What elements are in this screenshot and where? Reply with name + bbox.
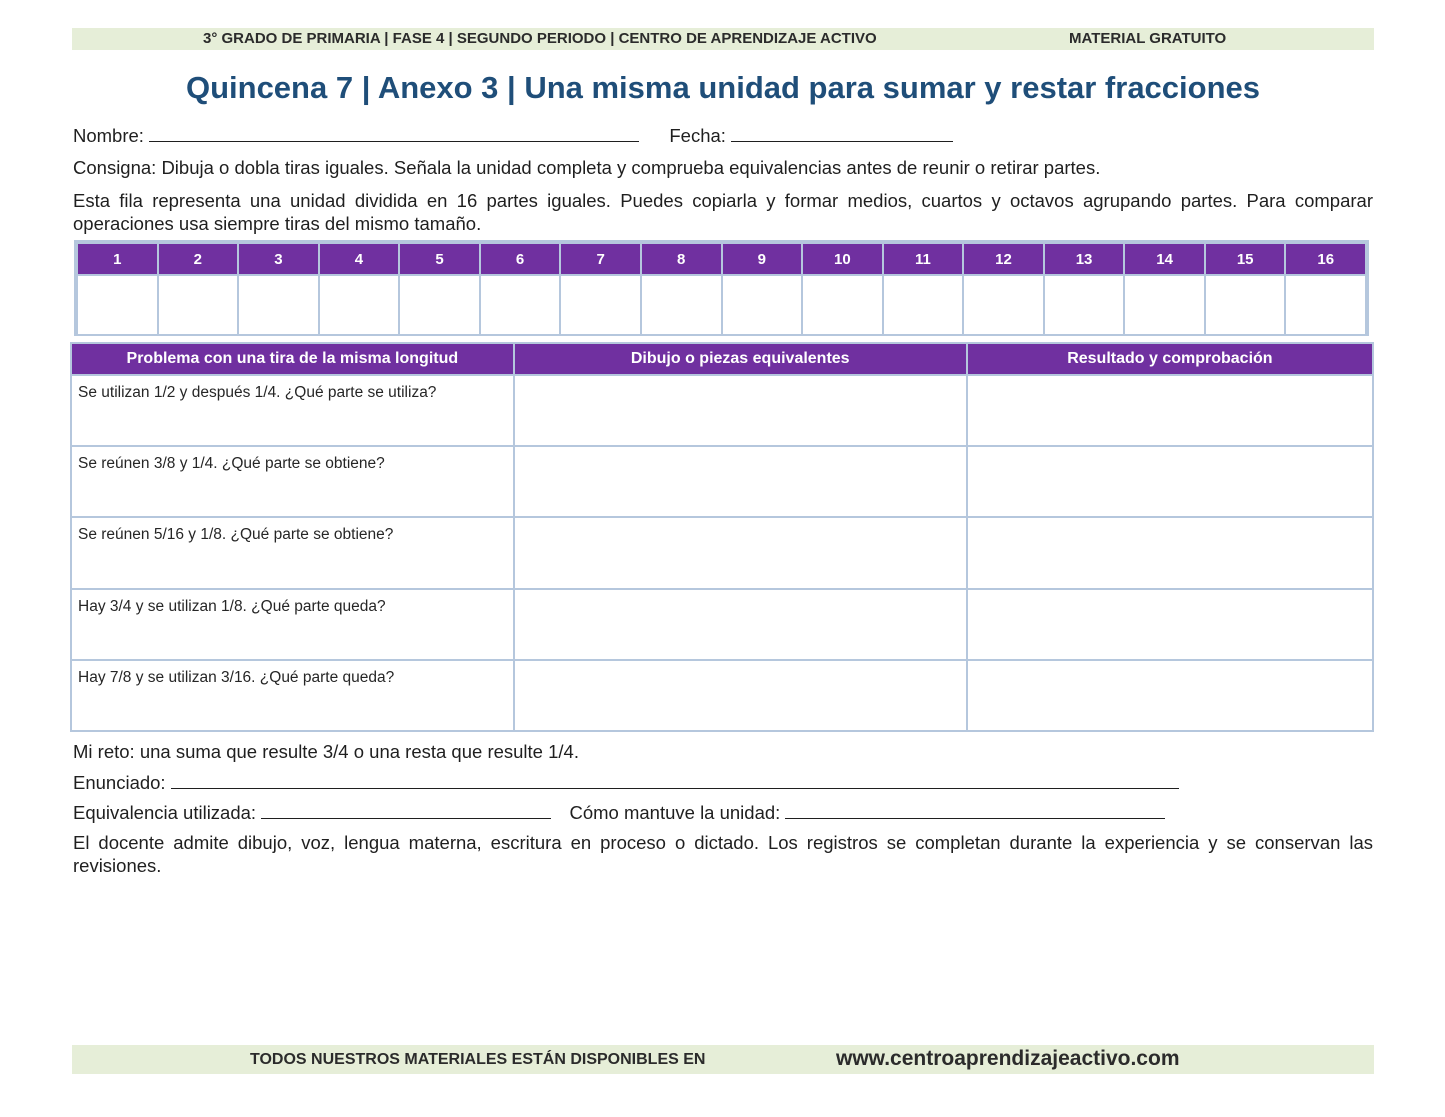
teacher-note: El docente admite dibujo, voz, lengua materna, escritura en proceso o dictado. Los registros se completan durante la experiencia y se conservan las revisiones. — [73, 832, 1373, 876]
strip-part-number: 8 — [641, 243, 722, 275]
header-grade-info: 3° GRADO DE PRIMARIA | FASE 4 | SEGUNDO PERIODO | CENTRO DE APRENDIZAJE ACTIVO — [203, 30, 877, 47]
strip-part-cell[interactable] — [560, 275, 641, 335]
unit-kept-label: Cómo mantuve la unidad: — [569, 802, 781, 823]
strip-part-number: 1 — [77, 243, 158, 275]
unit-kept-field[interactable] — [785, 801, 1165, 819]
name-date-row — [73, 124, 953, 147]
date-label: Fecha: — [669, 125, 726, 146]
column-header-result: Resultado y comprobación — [967, 343, 1373, 375]
footer-available-text: TODOS NUESTROS MATERIALES ESTÁN DISPONIBLES EN — [250, 1051, 706, 1068]
problem-text: Hay 7/8 y se utilizan 3/16. ¿Qué parte queda? — [71, 660, 514, 731]
result-cell[interactable] — [967, 446, 1373, 517]
strip-part-cell[interactable] — [722, 275, 803, 335]
strip-part-number: 16 — [1285, 243, 1366, 275]
problem-text: Se utilizan 1/2 y después 1/4. ¿Qué parte se utiliza? — [71, 375, 514, 446]
strip-part-cell[interactable] — [158, 275, 239, 335]
strip-part-number: 9 — [722, 243, 803, 275]
table-row — [71, 446, 1373, 517]
equivalence-row — [73, 801, 1165, 824]
table-row — [71, 375, 1373, 446]
strip-part-number: 10 — [802, 243, 883, 275]
problem-text: Se reúnen 3/8 y 1/4. ¿Qué parte se obtiene? — [71, 446, 514, 517]
result-cell[interactable] — [967, 517, 1373, 588]
problem-text: Hay 3/4 y se utilizan 1/8. ¿Qué parte queda? — [71, 589, 514, 660]
strip-part-number: 15 — [1205, 243, 1286, 275]
header-free-material: MATERIAL GRATUITO — [1069, 30, 1227, 47]
strip-intro-text: Esta fila representa una unidad dividida en 16 partes iguales. Puedes copiarla y formar medios, cuartos y octavos agrupando partes. Para comparar operaciones usa siempre tiras del mismo tamaño. — [73, 190, 1373, 234]
statement-label: Enunciado: — [73, 772, 166, 793]
drawing-cell[interactable] — [514, 375, 967, 446]
page-title: Quincena 7 | Anexo 3 | Una misma unidad para sumar y restar fracciones — [185, 70, 1261, 105]
drawing-cell[interactable] — [514, 446, 967, 517]
challenge-text: Mi reto: una suma que resulte 3/4 o una resta que resulte 1/4. — [73, 741, 579, 762]
problems-table — [70, 342, 1374, 732]
strip-part-number: 6 — [480, 243, 561, 275]
strip-part-cell[interactable] — [1044, 275, 1125, 335]
strip-part-cell[interactable] — [399, 275, 480, 335]
name-label: Nombre: — [73, 125, 144, 146]
instruction-text: Consigna: Dibuja o dobla tiras iguales. Señala la unidad completa y comprueba equivalencias antes de reunir o retirar partes. — [73, 157, 1101, 178]
drawing-cell[interactable] — [514, 517, 967, 588]
strip-part-number: 14 — [1124, 243, 1205, 275]
drawing-cell[interactable] — [514, 660, 967, 731]
strip-part-cell[interactable] — [1205, 275, 1286, 335]
table-row — [71, 589, 1373, 660]
unit-strip — [74, 240, 1369, 336]
footer-website-link[interactable]: www.centroaprendizajeactivo.com — [836, 1047, 1180, 1070]
header-bar — [72, 28, 1374, 50]
strip-part-cell[interactable] — [802, 275, 883, 335]
statement-field[interactable] — [171, 771, 1179, 789]
strip-part-cell[interactable] — [963, 275, 1044, 335]
result-cell[interactable] — [967, 589, 1373, 660]
strip-part-cell[interactable] — [883, 275, 964, 335]
statement-row — [73, 771, 1179, 794]
drawing-cell[interactable] — [514, 589, 967, 660]
strip-part-number: 3 — [238, 243, 319, 275]
strip-part-number: 5 — [399, 243, 480, 275]
strip-part-number: 2 — [158, 243, 239, 275]
table-row — [71, 660, 1373, 731]
table-row — [71, 517, 1373, 588]
strip-part-number: 12 — [963, 243, 1044, 275]
equivalence-field[interactable] — [261, 801, 551, 819]
footer-bar — [72, 1045, 1374, 1074]
strip-part-number: 13 — [1044, 243, 1125, 275]
strip-part-number: 4 — [319, 243, 400, 275]
date-field[interactable] — [731, 124, 953, 142]
strip-part-cell[interactable] — [1285, 275, 1366, 335]
column-header-problem: Problema con una tira de la misma longitud — [71, 343, 514, 375]
strip-part-number: 7 — [560, 243, 641, 275]
strip-part-cell[interactable] — [1124, 275, 1205, 335]
strip-part-cell[interactable] — [238, 275, 319, 335]
result-cell[interactable] — [967, 660, 1373, 731]
strip-part-cell[interactable] — [319, 275, 400, 335]
strip-part-cell[interactable] — [641, 275, 722, 335]
strip-part-cell[interactable] — [480, 275, 561, 335]
strip-part-number: 11 — [883, 243, 964, 275]
name-field[interactable] — [149, 124, 639, 142]
problem-text: Se reúnen 5/16 y 1/8. ¿Qué parte se obtiene? — [71, 517, 514, 588]
equivalence-label: Equivalencia utilizada: — [73, 802, 257, 823]
strip-part-cell[interactable] — [77, 275, 158, 335]
result-cell[interactable] — [967, 375, 1373, 446]
column-header-drawing: Dibujo o piezas equivalentes — [514, 343, 967, 375]
